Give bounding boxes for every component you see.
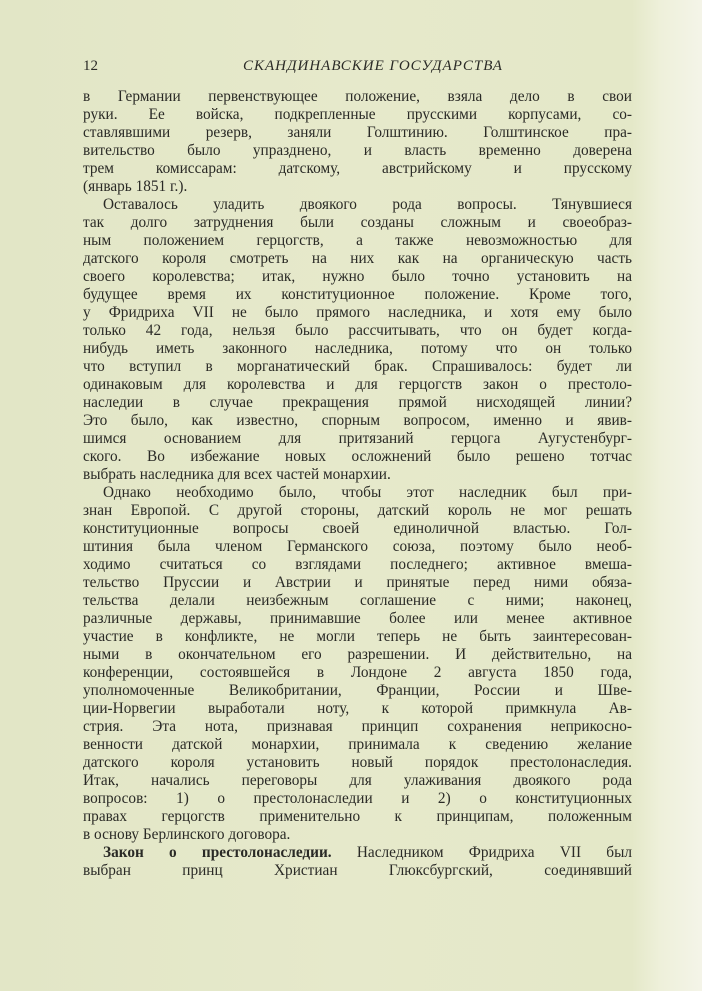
text-line: (январь 1851 г.). [83,178,188,195]
text-line: вопросов: 1) о престолонаследии и 2) о конституционных [83,790,632,807]
paragraph [83,484,632,844]
text-line: выбран принц Христиан Глюксбургский, соединявший [83,862,632,879]
text-line: различные державы, принимавшие более или менее активное [83,610,632,627]
text-line: одинаковым для королевства и для герцогств закон о престоло- [83,376,632,393]
text-line: ными в окончательном его разрешении. И действительно, на [83,646,632,663]
text-line: так долго затруднения были созданы сложным и своеобраз- [83,214,632,231]
text-line: правах герцогств применительно к принципам, положенным [83,808,632,825]
text-line [83,844,632,862]
running-title: СКАНДИНАВСКИЕ ГОСУДАРСТВА [243,58,503,74]
text-line: ского. Во избежание новых осложнений было решено тотчас [83,448,632,465]
text-line: вительство было упразднено, и власть временно доверена [83,142,632,159]
text-line: участие в конфликте, не могли теперь не быть заинтересован- [83,628,632,645]
text-line: штиния была членом Германского союза, поэтому было необ- [83,538,632,555]
text-line: что вступил в морганатический брак. Спрашивалось: будет ли [83,358,632,375]
text-line: тельство Пруссии и Австрии и принятые перед ними обяза- [83,574,632,591]
text-run: Наследником Фридриха VII был [331,844,632,861]
text-line: выбрать наследника для всех частей монархии. [83,466,391,483]
text-line: датского короля установить новый порядок престолонаследия. [83,754,632,771]
text-line: руки. Ее войска, подкрепленные прусскими корпусами, со- [83,106,632,123]
text-line: тельства делали неизбежным соглашение с ними; наконец, [83,592,632,609]
text-line: в основу Берлинского договора. [83,826,291,843]
text-line: шимся основанием для притязаний герцога Аугустенбург- [83,430,632,447]
text-line: знан Европой. С другой стороны, датский король не мог решать [83,502,632,519]
page-body [83,88,632,880]
text-line: в Германии первенствующее положение, взяла дело в свои [83,88,632,105]
text-line: будущее время их конституционное положение. Кроме того, [83,286,632,303]
text-line: Это было, как известно, спорным вопросом, именно и явив- [83,412,632,429]
text-line: датского короля смотреть на них как на органическую часть [83,250,632,267]
paragraph [83,196,632,484]
text-line: стрия. Эта нота, признавая принцип сохранения неприкосно- [83,718,632,735]
text-line: ции-Норвегии выработали ноту, к которой примкнула Ав- [83,700,632,717]
text-line: у Фридриха VII не было прямого наследника, и хотя ему было [83,304,632,321]
text-line: трем комиссарам: датскому, австрийскому и прусскому [83,160,632,177]
text-line: венности датской монархии, принимала к сведению желание [83,736,632,753]
text-line: своего королевства; итак, нужно было точно установить на [83,268,632,285]
page-header [83,58,633,80]
text-line: Итак, начались переговоры для улаживания двоякого рода [83,772,632,789]
page-number: 12 [83,58,98,74]
text-line: уполномоченные Великобритании, Франции, России и Шве- [83,682,632,699]
text-line: только 42 года, нельзя было рассчитывать, что он будет когда- [83,322,632,339]
text-line: наследии в случае прекращения прямой нисходящей линии? [83,394,632,411]
text-line: Оставалось уладить двоякого рода вопросы. Тянувшиеся [103,196,632,213]
text-line: ходимо считаться со взглядами последнего; активное вмеша- [83,556,632,573]
section-heading: Закон о престолонаследии. [103,844,332,861]
text-line: ставлявшими резерв, заняли Голштинию. Голштинское пра- [83,124,632,141]
text-line: конференции, состоявшейся в Лондоне 2 августа 1850 года, [83,664,632,681]
text-line: конституционные вопросы своей единоличной властью. Гол- [83,520,632,537]
paragraph [83,88,632,196]
paragraph [83,844,632,880]
text-line: Однако необходимо было, чтобы этот наследник был при- [103,484,632,501]
text-line: нибудь иметь законного наследника, потому что он только [83,340,632,357]
text-line: ным положением герцогств, а также невозможностью для [83,232,632,249]
